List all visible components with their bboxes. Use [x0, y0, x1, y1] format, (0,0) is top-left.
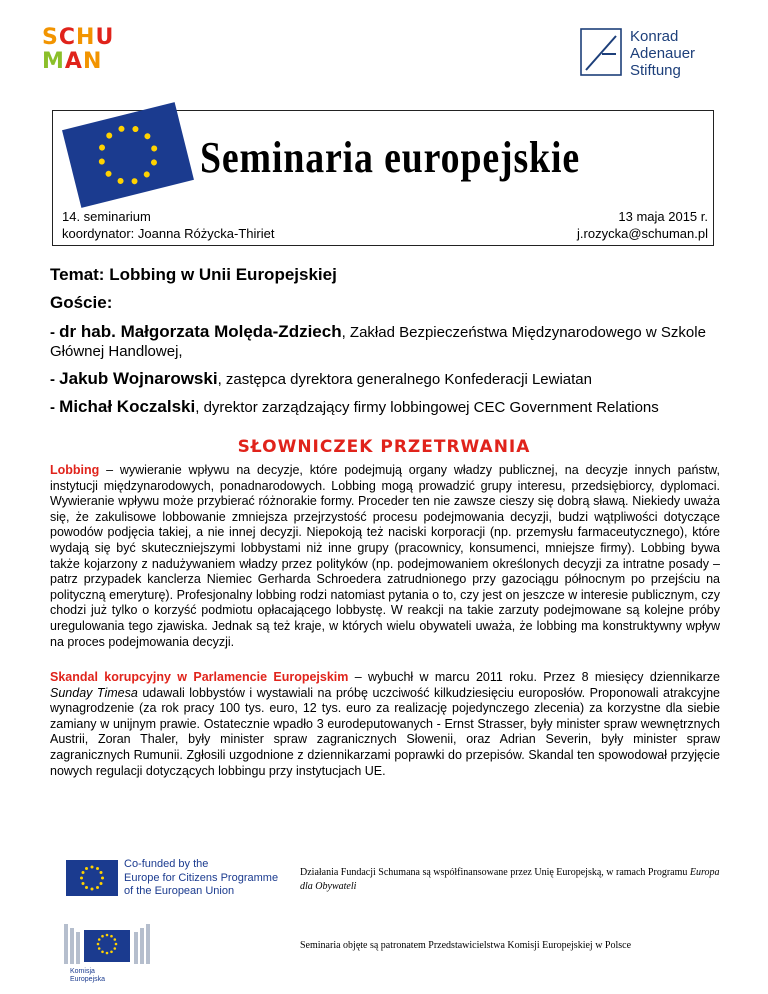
seminar-number: 14. seminarium: [62, 209, 151, 224]
schuman-logo: [42, 26, 120, 80]
guest-name: Michał Koczalski: [59, 397, 196, 416]
guest-name: Jakub Wojnarowski: [59, 369, 218, 388]
kas-logo: [580, 28, 730, 80]
contact-email[interactable]: j.rozycka@schuman.pl: [577, 226, 708, 241]
schuman-logo-line-2: MAN: [42, 49, 103, 74]
topic-title: Temat: Lobbing w Unii Europejskiej: [50, 265, 337, 284]
eu-emblem-icon: [66, 860, 118, 896]
topic-section: [50, 262, 720, 425]
guest-description: , dyrektor zarządzający firmy lobbingowej CEC Government Relations: [195, 399, 659, 416]
eu-flag-icon: [58, 100, 198, 210]
seminar-date: 13 maja 2015 r.: [618, 209, 708, 224]
patronage-note: Seminaria objęte są patronatem Przedstawicielstwa Komisji Europejskiej w Polsce: [300, 940, 632, 951]
newspaper-name: Sunday Timesa: [50, 685, 138, 700]
guest-item: - Jakub Wojnarowski, zastępca dyrektora generalnego Konfederacji Lewiatan: [50, 369, 592, 388]
funding-note: Działania Fundacji Schumana są współfinansowane przez Unię Europejską, w ramach Programu Europa dla Obywateli: [300, 867, 720, 892]
guest-item: - Michał Koczalski, dyrektor zarządzający firmy lobbingowej CEC Government Relations: [50, 397, 659, 416]
schuman-logo-line-1: SCHU: [42, 25, 115, 50]
coordinator: koordynator: Joanna Różycka-Thiriet: [62, 226, 275, 241]
european-commission-label: Komisja Europejska: [70, 968, 106, 983]
kas-logo-text: Konrad Adenauer Stiftung: [630, 28, 696, 79]
guest-item: - dr hab. Małgorzata Molęda-Zdziech, Zakład Bezpieczeństwa Międzynarodowego w Szkole Głównej Handlowej,: [50, 322, 706, 360]
seminar-meta-left: [62, 208, 274, 242]
seminar-series-title: Seminaria europejskie: [200, 133, 580, 182]
european-commission-icon: [62, 918, 152, 968]
guest-name: dr hab. Małgorzata Molęda-Zdziech: [59, 322, 342, 341]
guests-heading: Goście:: [50, 293, 113, 312]
seminar-meta-right: [577, 208, 708, 242]
kas-emblem-icon: [580, 28, 624, 78]
cofunded-label: Co-funded by the Europe for Citizens Programme of the European Union: [124, 858, 279, 897]
guest-description: , Zakład Bezpieczeństwa Międzynarodowego w Szkole Głównej Handlowej,: [50, 324, 706, 360]
glossary-term: Skandal korupcyjny w Parlamencie Europejskim: [50, 670, 349, 684]
guest-description: , zastępca dyrektora generalnego Konfederacji Lewiatan: [217, 371, 592, 388]
glossary-definition: – wywieranie wpływu na decyzje, które podejmują organy władzy publicznej, na decyzje innych państw, instytucji międzynarodowych, ponadnarodowych. Lobbing mogą prowadzić grupy interesu, przedsiębiorcy, dyplomaci. Wywieranie wpływu może przybierać różnorakie formy. Proceder ten nie zawsze cieszy się dobrą sławą. Niekiedy uważa się, że zakulisowe lobbowanie zmniejsza przejrzystość procesu podejmowania decyzji, budzi wątpliwości dotyczące powodów podjęcia takiej, a nie innej decyzji. Niepokoją też naciski korporacji (np. przemysłu farmaceutycznego), które wydają się być skuteczniejszymi lobbystami niż inne grupy (pracownicy, konsumenci, mniejsze firmy). Lobbing bywa także kojarzony z nadużywaniem władzy przez polityków (np. podejmowaniem określonych decyzji za intratne posady – patrz przypadek kanclerza Niemiec Gerharda Schroedera zatrudnionego przy gazociągu północnym po przejściu na polityczną emeryturę). Profesjonalny lobbing rodzi natomiast pytania o to, czy jest on jeszcze w interesie publicznym, czy chodzi już tylko o korzyść podmiotu opłacającego lobbystę. W reakcji na takie zarzuty podejmowane są kolejne próby uregulowania tego zjawiska. Jednak są też kraje, w których wielu obywateli uważa, że lobbing ma konstruktywny wpływ na proces podejmowania decyzji.: [50, 463, 720, 649]
glossary-term: Lobbing: [50, 463, 100, 477]
glossary-entry-scandal: Skandal korupcyjny w Parlamencie Europejskim – wybuchł w marcu 2011 roku. Przez 8 miesięcy dziennikarze Sunday Timesa udawali lobbystów i wystawiali na próbę uczciwość kilkudziesięciu europosłów. Proponowali atrakcyjne wynagrodzenie (za rok pracy 100 tys. euro, 12 tys. euro za realizację pojedynczego zlecenia) za korzystne dla siebie zamiany w unijnym prawie. Ostatecznie wpadło 3 eurodeputowanych - Ernst Strasser, były minister spraw wewnętrznych Austrii, Zoran Thaler, były minister spraw zagranicznych Słowenii, oraz Adrian Severin, były minister spraw zagranicznych Rumunii. Zgłosili uzgodnione z dziennikarzami poprawki do przepisów. Skandal ten spowodował przyjęcie nowych regulacji dotyczących lobbingu przy instytucjach UE.: [50, 670, 721, 778]
glossary-entry-lobbing: [50, 463, 720, 650]
glossary-title: SŁOWNICZEK PRZETRWANIA: [237, 437, 531, 457]
european-commission-logo: [62, 918, 152, 983]
